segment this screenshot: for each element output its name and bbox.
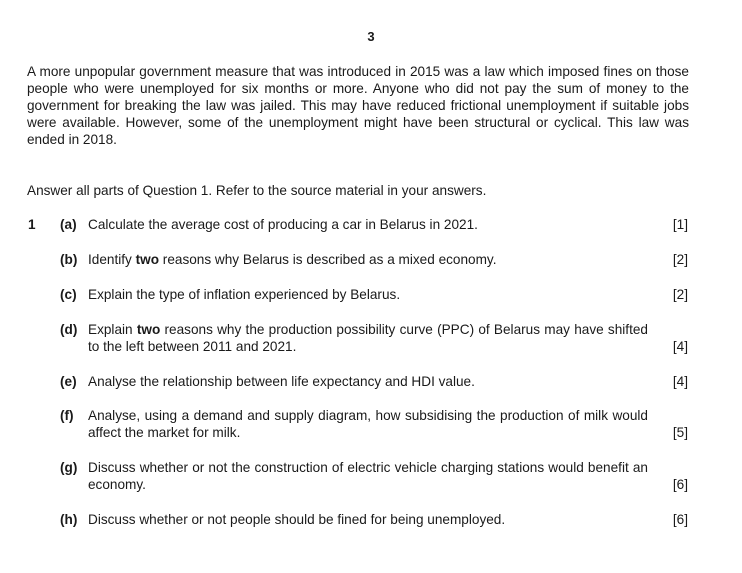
page-number: 3 — [367, 29, 375, 44]
part-marks: [4] — [672, 374, 688, 389]
part-letter: (a) — [60, 217, 77, 232]
part-letter: (d) — [60, 322, 78, 337]
question-part-c — [60, 286, 688, 303]
part-text: Analyse the relationship between life expectancy and HDI value. — [88, 374, 475, 389]
part-marks: [4] — [672, 339, 688, 354]
part-text — [88, 251, 688, 268]
part-text: Calculate the average cost of producing a car in Belarus in 2021. — [88, 217, 478, 232]
question-part-b — [60, 251, 688, 268]
part-letter: (b) — [60, 252, 78, 267]
question-part-f — [60, 407, 688, 441]
part-letter: (f) — [60, 408, 74, 423]
part-text: Explain the type of inflation experienced by Belarus. — [88, 287, 401, 302]
part-text: Analyse, using a demand and supply diagram, how subsidising the production of milk would affect the market for milk. — [88, 408, 648, 440]
part-letter: (h) — [60, 512, 78, 527]
part-text — [88, 321, 648, 355]
part-text: Discuss whether or not people should be fined for being unemployed. — [88, 512, 506, 527]
question-part-h — [60, 511, 688, 528]
part-text: Discuss whether or not the construction of electric vehicle charging stations would benefit an economy. — [88, 460, 648, 492]
part-text-start: Identify — [88, 252, 136, 267]
part-letter: (e) — [60, 374, 77, 389]
question-number: 1 — [28, 217, 36, 232]
part-text-end: reasons why the production possibility curve (PPC) of Belarus may have shifted to the left between 2011 and 2021. — [88, 322, 648, 354]
part-marks: [2] — [672, 252, 688, 267]
part-marks: [6] — [672, 512, 688, 527]
part-marks: [1] — [672, 217, 688, 232]
question-part-a — [60, 216, 688, 233]
part-text-emphasis: two — [135, 252, 160, 267]
part-marks: [6] — [672, 477, 688, 492]
part-letter: (g) — [60, 460, 78, 475]
part-text-emphasis: two — [136, 322, 161, 337]
part-marks: [2] — [672, 287, 688, 302]
part-text-start: Explain — [88, 322, 137, 337]
question-part-d — [60, 321, 688, 355]
part-marks: [5] — [672, 425, 688, 440]
question-part-e — [60, 373, 688, 390]
instructions: Answer all parts of Question 1. Refer to the source material in your answers. — [27, 183, 487, 198]
question-part-g — [60, 459, 688, 493]
source-paragraph: A more unpopular government measure that was introduced in 2015 was a law which imposed fines on those people who were unemployed for six months or more. Anyone who did not pay the sum of money to the government for breaking the law was jailed. This may have reduced frictional unemployment if suitable jobs were available. However, some of the unemployment might have been structural or cyclical. This law was ended in 2018. — [27, 64, 689, 147]
part-text-end: reasons why Belarus is described as a mixed economy. — [159, 252, 497, 267]
part-letter: (c) — [60, 287, 77, 302]
